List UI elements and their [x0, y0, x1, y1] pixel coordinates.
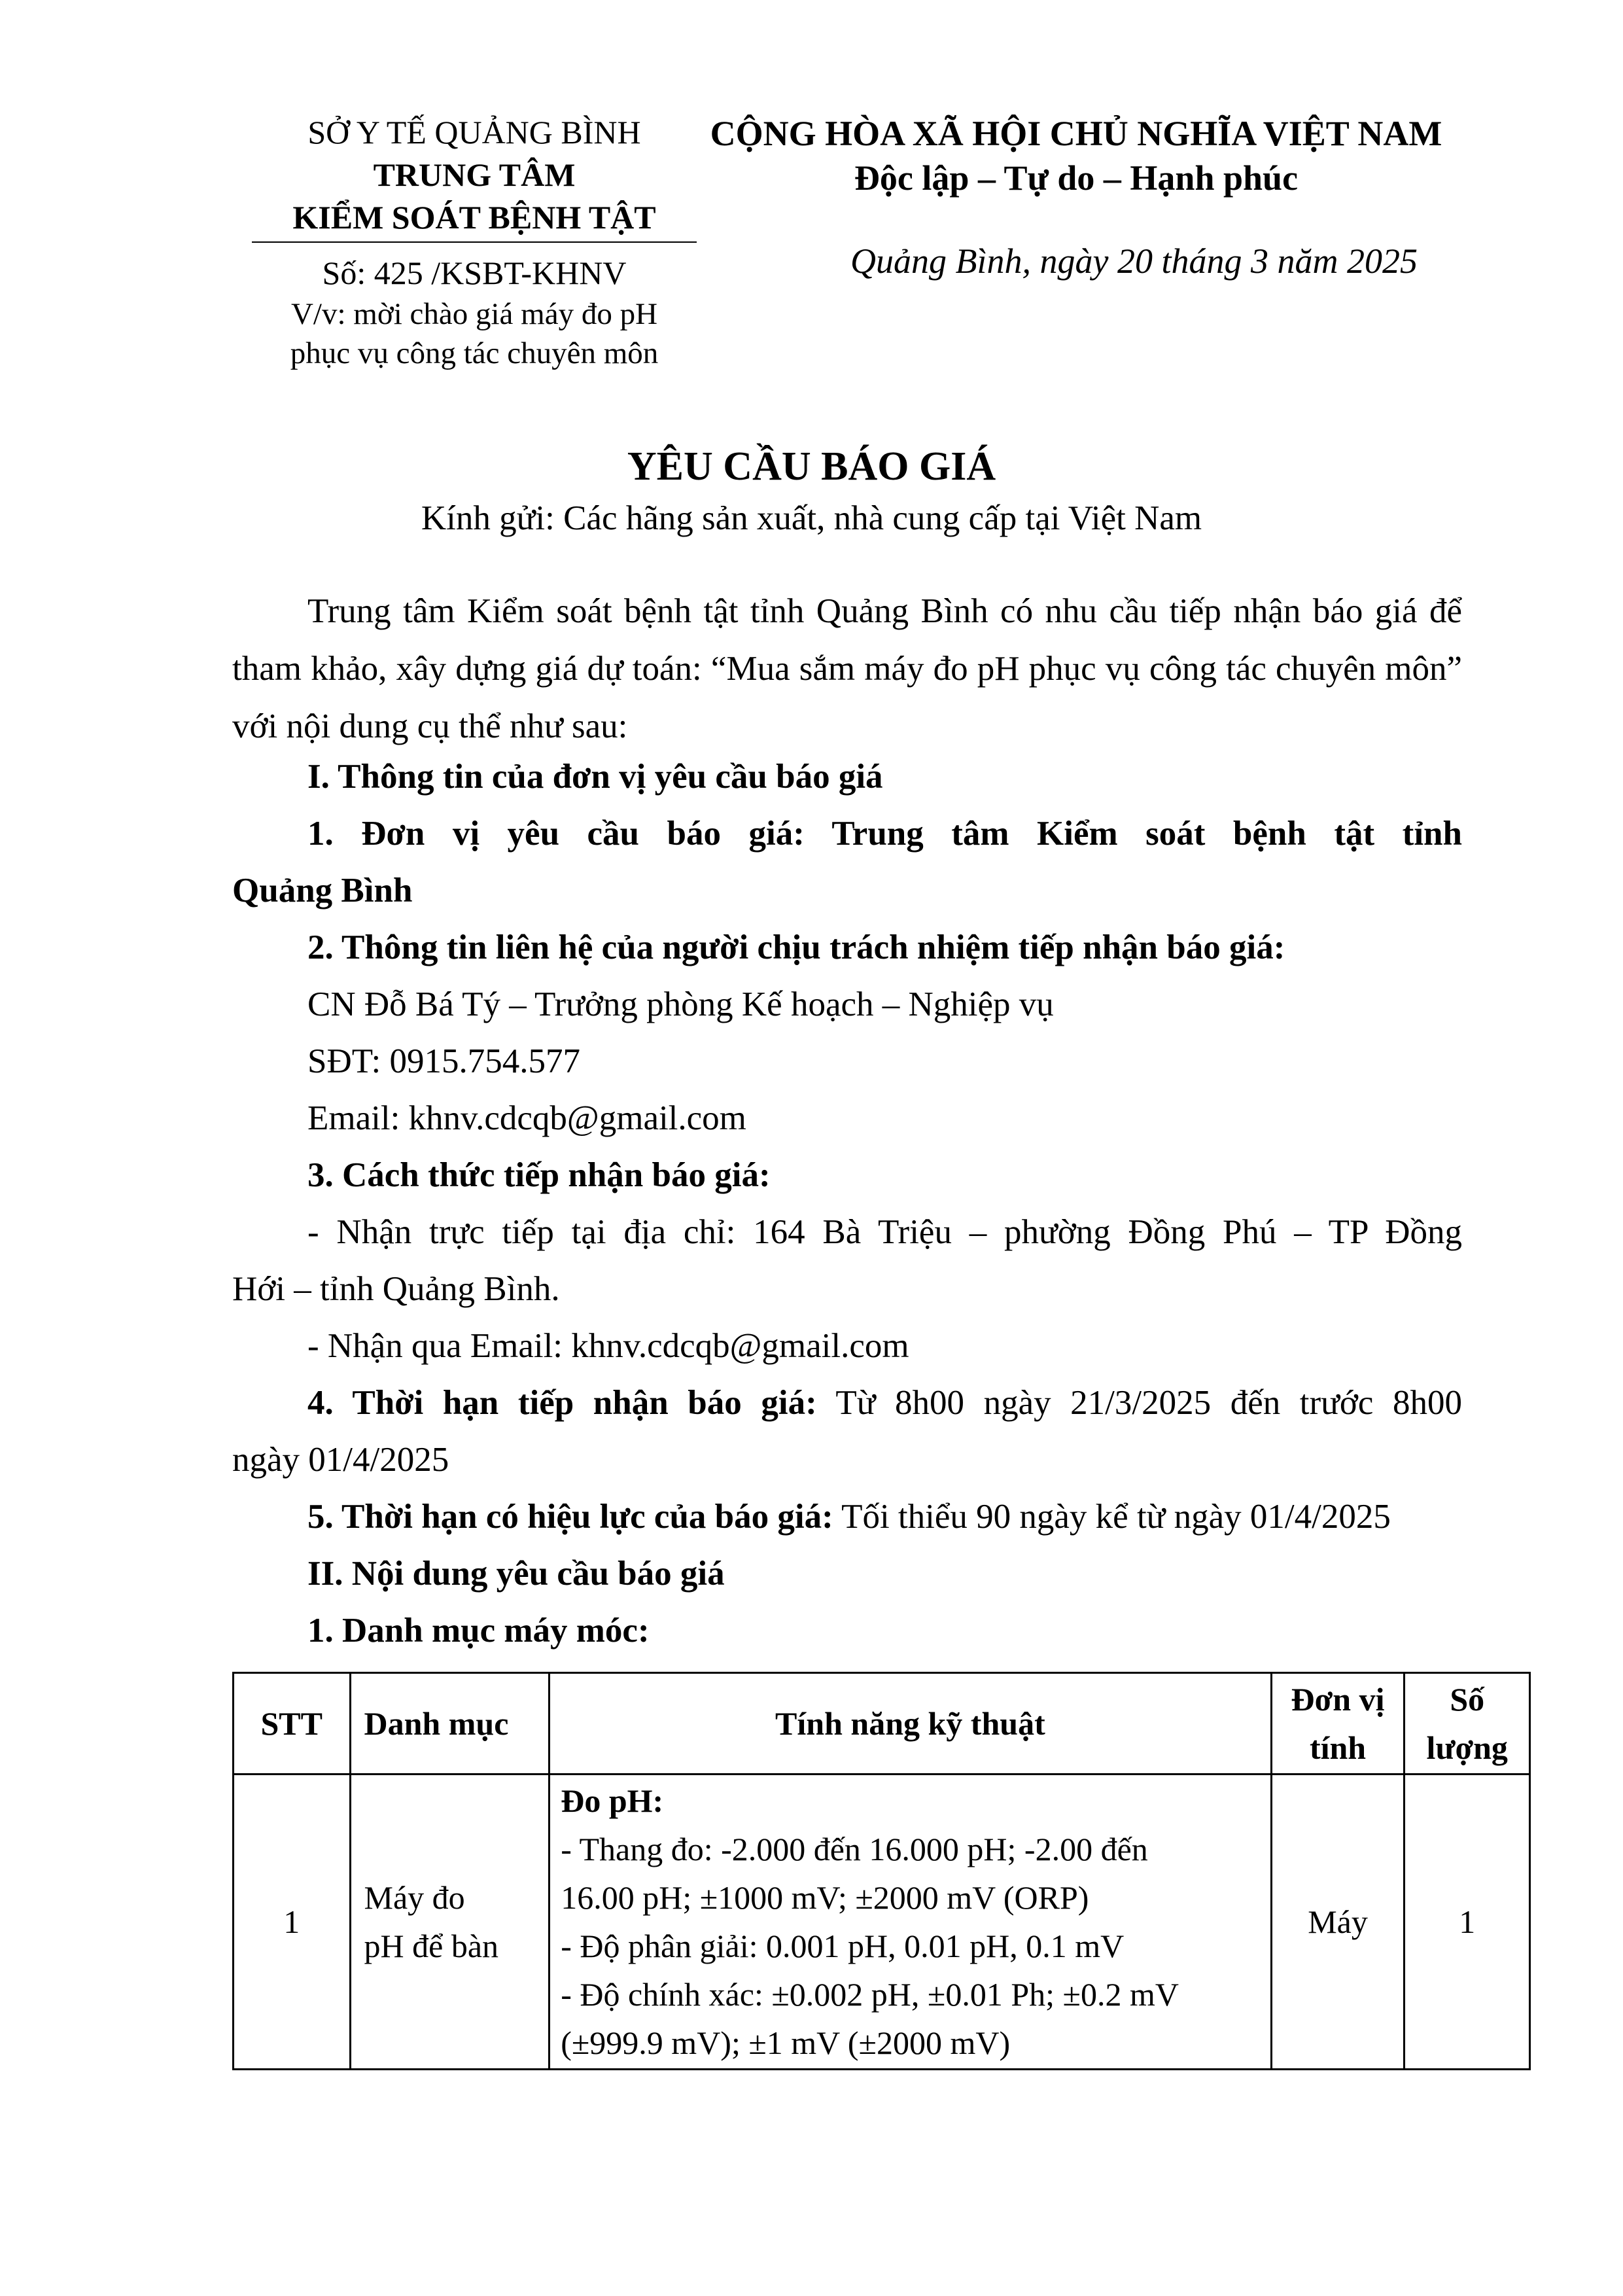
receive-method-direct: - Nhận trực tiếp tại địa chỉ: 164 Bà Triệu – phường Đồng Phú – TP Đồng [307, 1213, 1462, 1251]
spec-title: Đo pH: [561, 1782, 664, 1819]
equipment-table [232, 1672, 1531, 2070]
row-qty: 1 [1405, 1775, 1530, 2070]
intro-paragraph: Trung tâm Kiểm soát bệnh tật tỉnh Quảng Bình có nhu cầu tiếp nhận báo giá để tham khảo, xây dựng giá dự toán: “Mua sắm máy đo pH phục vụ công tác chuyên môn” với nội dung cụ thể như sau: [232, 592, 1462, 745]
item4-value: Từ 8h00 ngày 21/3/2025 đến trước 8h00 [835, 1384, 1463, 1422]
header-qty [1405, 1673, 1530, 1775]
row-spec [550, 1775, 1271, 2070]
number-suffix: /KSBT-KHNV [431, 255, 627, 291]
document-title: YÊU CẦU BÁO GIÁ [627, 444, 996, 489]
section1-item5 [307, 1497, 1391, 1536]
subject-line1: V/v: mời chào giá máy đo pH [290, 297, 658, 331]
agency-name: SỞ Y TẾ QUẢNG BÌNH [307, 114, 641, 150]
table-row [234, 1775, 1530, 2070]
motto: Độc lập – Tự do – Hạnh phúc [854, 158, 1299, 198]
item5-value: Tối thiểu 90 ngày kể từ ngày 01/4/2025 [841, 1498, 1391, 1536]
subject-line2: phục vụ công tác chuyên môn [290, 336, 659, 370]
receive-method-direct-cont: Hới – tỉnh Quảng Bình. [232, 1270, 560, 1308]
contact-phone: SĐT: 0915.754.577 [307, 1042, 580, 1080]
nation-title: CỘNG HÒA XÃ HỘI CHỦ NGHĨA VIỆT NAM [710, 114, 1442, 153]
number-prefix: Số: [322, 255, 366, 291]
header-unit [1271, 1673, 1405, 1775]
spec-line: 16.00 pH; ±1000 mV; ±2000 mV (ORP) [561, 1879, 1089, 1916]
spec-line: - Thang đo: -2.000 đến 16.000 pH; -2.00 đến [561, 1831, 1148, 1867]
section1-item1: 1. Đơn vị yêu cầu báo giá: Trung tâm Kiểm soát bệnh tật tỉnh [307, 815, 1462, 853]
section2-sub1: 1. Danh mục máy móc: [307, 1612, 650, 1650]
date-prefix: Quảng Bình, ngày [850, 241, 1109, 281]
header-left [216, 111, 733, 373]
item4-label: 4. Thời hạn tiếp nhận báo giá: [307, 1384, 817, 1422]
section2-heading: II. Nội dung yêu cầu báo giá [307, 1555, 725, 1593]
row-item [350, 1775, 550, 2070]
header-unit-l2: tính [1309, 1729, 1367, 1766]
row-unit: Máy [1271, 1775, 1405, 2070]
contact-name: CN Đỗ Bá Tý – Trưởng phòng Kế hoạch – Nghiệp vụ [307, 985, 1054, 1023]
date-line [850, 241, 1418, 281]
recipient-line: Kính gửi: Các hãng sản xuất, nhà cung cấp tại Việt Nam [421, 499, 1202, 537]
header-unit-l1: Đơn vị [1291, 1681, 1385, 1718]
section1-item1-cont: Quảng Bình [232, 872, 413, 910]
item4-cont: ngày 01/4/2025 [232, 1441, 449, 1479]
header-divider [252, 241, 697, 243]
unit-name-line2: KIỂM SOÁT BỆNH TẬT [292, 199, 656, 236]
section1-item3: 3. Cách thức tiếp nhận báo giá: [307, 1156, 771, 1194]
spec-line: (±999.9 mV); ±1 mV (±2000 mV) [561, 2024, 1011, 2061]
section1-heading: I. Thông tin của đơn vị yêu cầu báo giá [307, 758, 883, 796]
row-item-l1: Máy đo [364, 1879, 465, 1916]
row-item-l2: pH để bàn [364, 1928, 499, 1964]
spec-line: - Độ phân giải: 0.001 pH, 0.01 pH, 0.1 mV [561, 1928, 1125, 1964]
section1-item4 [307, 1383, 1462, 1422]
header-qty-l1: Số [1450, 1681, 1485, 1718]
spec-line: - Độ chính xác: ±0.002 pH, ±0.01 Ph; ±0.2 mV [561, 1976, 1179, 2013]
receive-method-email: - Nhận qua Email: khnv.cdcqb@gmail.com [307, 1327, 909, 1365]
document-number [216, 252, 733, 294]
header-spec: Tính năng kỹ thuật [550, 1673, 1271, 1775]
header-qty-l2: lượng [1426, 1729, 1508, 1766]
header-stt: STT [234, 1673, 351, 1775]
row-stt: 1 [234, 1775, 351, 2070]
table-header-row [234, 1673, 1530, 1775]
unit-name-line1: TRUNG TÂM [373, 156, 576, 193]
header-item: Danh mục [350, 1673, 550, 1775]
number-value: 425 [374, 255, 423, 291]
section1-item2: 2. Thông tin liên hệ của người chịu trách nhiệm tiếp nhận báo giá: [307, 928, 1285, 966]
date-day: 20 [1117, 241, 1153, 281]
contact-email: Email: khnv.cdcqb@gmail.com [307, 1099, 746, 1137]
date-suffix: tháng 3 năm 2025 [1161, 241, 1418, 281]
item5-label: 5. Thời hạn có hiệu lực của báo giá: [307, 1498, 833, 1536]
header-right [690, 111, 1462, 200]
